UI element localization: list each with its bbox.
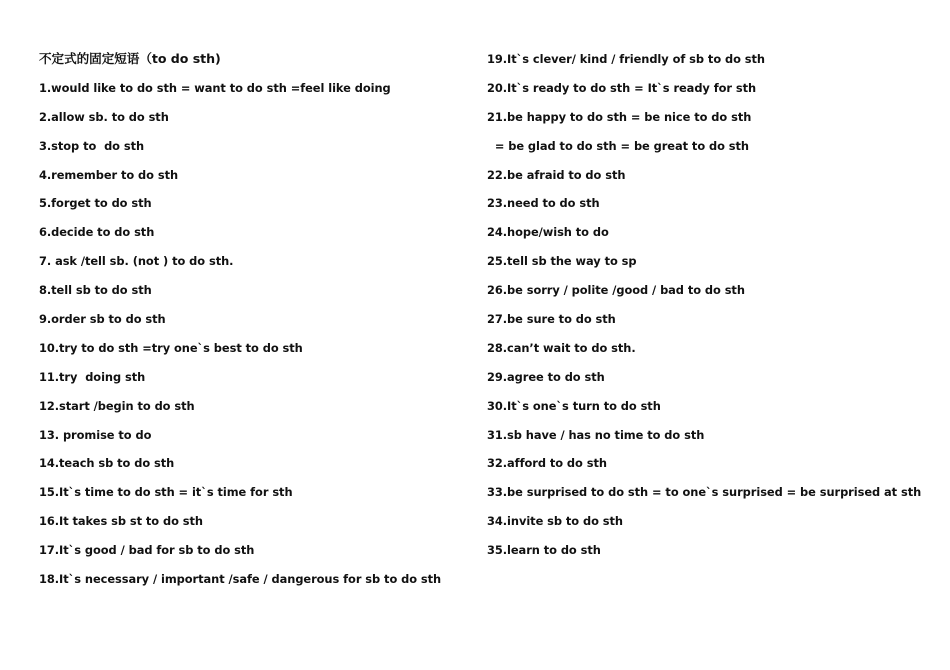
phrase-item: 28.can’t wait to do sth. xyxy=(487,340,636,355)
phrase-item: 5.forget to do sth xyxy=(39,196,152,211)
phrase-item-continuation: = be glad to do sth = be great to do sth xyxy=(487,138,749,153)
phrase-item: 16.It takes sb st to do sth xyxy=(39,514,203,529)
phrase-item: 26.be sorry / polite /good / bad to do sth xyxy=(487,283,745,298)
phrase-item: 22.be afraid to do sth xyxy=(487,167,626,182)
phrase-item: 27.be sure to do sth xyxy=(487,312,616,327)
phrase-item: 2.allow sb. to do sth xyxy=(39,109,169,124)
phrase-item: 33.be surprised to do sth = to one`s surprised = be surprised at sth xyxy=(487,485,922,500)
phrase-item: 29.agree to do sth xyxy=(487,369,605,384)
phrase-item: 4.remember to do sth xyxy=(39,167,179,182)
right-column xyxy=(487,49,937,569)
phrase-item: 12.start /begin to do sth xyxy=(39,398,195,413)
phrase-item: 31.sb have / has no time to do sth xyxy=(487,427,705,442)
phrase-item: 18.It`s necessary / important /safe / dangerous for sb to do sth xyxy=(39,572,442,587)
phrase-item: 6.decide to do sth xyxy=(39,225,155,240)
phrase-item: 9.order sb to do sth xyxy=(39,312,166,327)
phrase-item: 11.try doing sth xyxy=(39,369,146,384)
phrase-item: 3.stop to do sth xyxy=(39,138,145,153)
phrase-item: 25.tell sb the way to sp xyxy=(487,254,637,269)
phrase-item: 35.learn to do sth xyxy=(487,543,601,558)
phrase-item: 10.try to do sth =try one`s best to do sth xyxy=(39,340,303,355)
phrase-item: 17.It`s good / bad for sb to do sth xyxy=(39,543,255,558)
phrase-item: 34.invite sb to do sth xyxy=(487,514,623,529)
phrase-item: 7. ask /tell sb. (not ) to do sth. xyxy=(39,254,234,269)
left-column xyxy=(39,49,469,598)
phrase-item: 1.would like to do sth = want to do sth =feel like doing xyxy=(39,80,391,95)
phrase-item: 8.tell sb to do sth xyxy=(39,283,152,298)
phrase-item: 24.hope/wish to do xyxy=(487,225,609,240)
phrase-item: 21.be happy to do sth = be nice to do sth xyxy=(487,109,752,124)
phrase-item: 32.afford to do sth xyxy=(487,456,607,471)
document-title: 不定式的固定短语（to do sth) xyxy=(39,51,221,66)
phrase-item: 19.It`s clever/ kind / friendly of sb to do sth xyxy=(487,52,765,66)
phrase-item: 13. promise to do xyxy=(39,427,152,442)
phrase-item: 30.It`s one`s turn to do sth xyxy=(487,398,661,413)
phrase-item: 14.teach sb to do sth xyxy=(39,456,175,471)
phrase-item: 20.It`s ready to do sth = It`s ready for sth xyxy=(487,80,757,95)
phrase-item: 23.need to do sth xyxy=(487,196,600,211)
phrase-item: 15.It`s time to do sth = it`s time for sth xyxy=(39,485,293,500)
